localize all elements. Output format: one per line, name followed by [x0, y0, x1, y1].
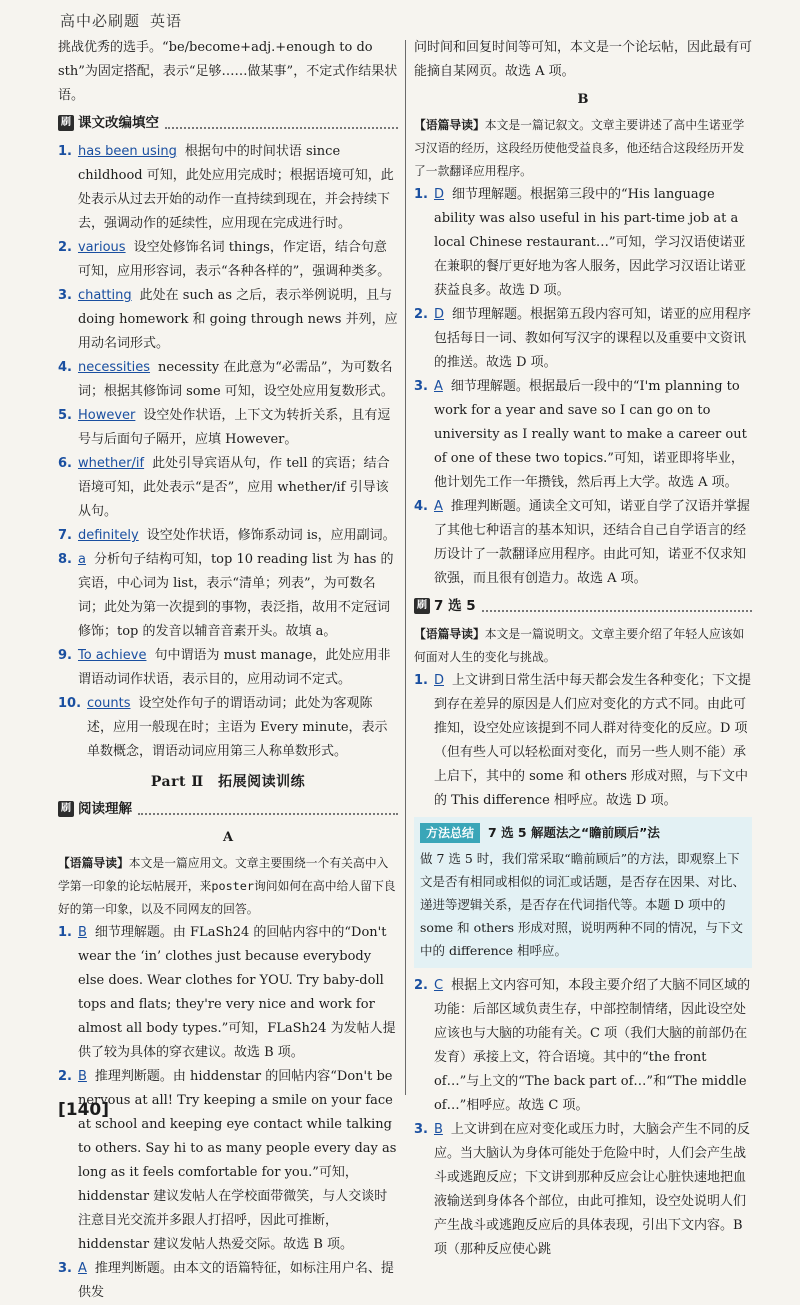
answer-key: has been using	[77, 144, 177, 159]
method-title: 7 选 5 解题法之“瞻前顾后”法	[488, 825, 660, 840]
item-number: 8.	[58, 552, 72, 567]
passage-letter: A	[222, 830, 234, 845]
answer-item	[414, 495, 752, 591]
fill-answer-list	[58, 140, 398, 764]
section-header-reading	[58, 796, 398, 822]
item-number: 2.	[414, 978, 428, 993]
answer-item	[58, 921, 398, 1065]
method-header	[420, 821, 746, 845]
answer-key: D	[433, 673, 444, 688]
book-title: 高中必刷题	[60, 12, 141, 30]
explanation: 设空处修饰名词 things，作定语，结合句意可知，应用形容词，表示“各种各样的”，强调种类多。	[77, 240, 391, 279]
section-title: 阅读理解	[78, 801, 132, 817]
item-number: 4.	[414, 499, 428, 514]
intro-text: 挑战优秀的选手。“be/become+adj.+enough to do sth”为固定搭配，表示“足够……做某事”，不定式作结果状语。	[58, 40, 398, 103]
answer-key: However	[77, 408, 136, 423]
answer-item	[58, 284, 398, 356]
answer-item	[58, 356, 398, 404]
section-header-fill	[58, 110, 398, 136]
explanation: 设空处作状语，上下文为转折关系，且有逗号与后面句子隔开，应填 However。	[77, 408, 391, 447]
answer-key: B	[433, 1122, 443, 1137]
answer-key: B	[77, 1069, 87, 1084]
item-number: 4.	[58, 360, 72, 375]
subject: 英语	[150, 12, 183, 30]
answer-item	[414, 1118, 752, 1262]
answer-item	[414, 974, 752, 1118]
answer-key: To achieve	[77, 648, 147, 663]
explanation: necessity 在此意为“必需品”，为可数名词；根据其修饰词 some 可知，设空处应用复数形式。	[77, 360, 394, 399]
answer-item	[58, 524, 398, 548]
guide-label: 【语篇导读】	[414, 118, 485, 132]
item-number: 5.	[58, 408, 72, 423]
column-divider	[405, 40, 406, 1095]
explanation: 根据句中的时间状语 since childhood 可知，此处应用完成时；根据语境可知，此处表示从过去开始的动作一直持续到现在，并会持续下去，强调动作的延续性，应用现在完成进行时。	[77, 144, 394, 231]
answer-item	[414, 669, 752, 813]
item-number: 9.	[58, 648, 72, 663]
section-title: 课文改编填空	[78, 115, 159, 131]
item-number: 2.	[58, 240, 72, 255]
explanation: 句中谓语为 must manage，此处应用非谓语动词作状语，表示目的，应用动词不定式。	[77, 648, 391, 687]
guide-text: 本文是一篇应用文。文章主要围绕一个有关高中入学第一印象的论坛帖展开，来poster询问如何在高中给人留下良好的第一印象，以及不同网友的回答。	[58, 856, 396, 916]
item-number: 1.	[58, 925, 72, 940]
explanation: 根据上文内容可知，本段主要介绍了大脑不同区域的功能：后部区域负责生存，中部控制情绪，因此设空处应该也与大脑的功能有关。C 项（我们大脑的前部仍在发育）承接上文，符合语境。其中的“the front of…”与上文的“The back part of…”和“The middle of…”相呼应。故选 C 项。	[433, 978, 751, 1113]
item-number: 10.	[58, 696, 82, 711]
answer-key: A	[77, 1261, 87, 1276]
answer-item	[58, 1257, 398, 1305]
explanation: 设空处作句子的谓语动词；此处为客观陈述，应用一般现在时；主语为 Every minute，表示单数概念，谓语动词应用第三人称单数形式。	[87, 696, 388, 759]
item-number: 1.	[414, 187, 428, 202]
running-header	[60, 10, 182, 31]
answer-item	[414, 183, 752, 303]
passage-guide	[414, 114, 752, 183]
answer-key: A	[433, 499, 443, 514]
answer-key: D	[433, 187, 444, 202]
explanation: 推理判断题。由 hiddenstar 的回帖内容“Don't be nervous at all! Try keeping a smile on your face at school and keeping eye contact while talking to others. Say hi to as many people every day as long as it feels comfortable for you.”可知，hiddenstar 建议发帖人在学校面带微笑，与人交谈时注意目光交流并多跟人打招呼，因此可推断，hiddenstar 建议发帖人热爱交际。故选 B 项。	[77, 1069, 397, 1252]
section-title: 7 选 5	[434, 598, 476, 614]
method-summary-box	[414, 817, 752, 968]
method-tag: 方法总结	[420, 823, 480, 843]
answer-item	[58, 236, 398, 284]
right-column	[414, 36, 752, 1262]
answer-item	[58, 548, 398, 644]
page-number: [140]	[58, 1100, 110, 1120]
answer-key: chatting	[77, 288, 132, 303]
item-number: 7.	[58, 528, 72, 543]
guide-text: 本文是一篇记叙文。文章主要讲述了高中生诺亚学习汉语的经历，这段经历使他受益良多，他还结合这段经历开发了一款翻译应用程序。	[414, 118, 745, 178]
explanation: 分析句子结构可知，top 10 reading list 为 has 的宾语，中心词为 list，表示“清单；列表”，为可数名词；此处为第一次提到的事物，表泛指，故用不定冠词修饰；top 的发音以辅音音素开头。故填 a。	[77, 552, 394, 639]
item-number: 1.	[414, 673, 428, 688]
explanation: 此处在 such as 之后，表示举例说明，且与 doing homework 和 going through news 并列，应用动名词形式。	[77, 288, 398, 351]
reading-answer-list-b	[414, 183, 752, 591]
item-number: 3.	[414, 379, 428, 394]
answer-item	[58, 140, 398, 236]
brush-badge-icon: 刷	[414, 598, 430, 614]
answer-key: whether/if	[77, 456, 145, 471]
explanation: 细节理解题。根据第三段中的“His language ability was also useful in his part-time job at a local Chinese restaurant…”可知，学习汉语使诺亚在兼职的餐厅更好地为客人服务，因此学习汉语让诺亚获益良多。故选 D 项。	[433, 187, 746, 298]
method-text: 做 7 选 5 时，我们常采取“瞻前顾后”的方法，即观察上下文是否有相同或相似的词汇或话题，是否存在因果、对比、递进等逻辑关系，是否存在代词指代等。本题 D 项中的 some 和 others 形成对照，说明两种不同的情况，与下文中的 difference 相呼应。	[420, 851, 746, 958]
passage-guide	[58, 852, 398, 921]
answer-key: D	[433, 307, 444, 322]
dotted-rule	[482, 600, 752, 612]
item-number: 3.	[58, 288, 72, 303]
explanation: 推理判断题。通读全文可知，诺亚自学了汉语并掌握了其他七种语言的基本知识，还结合自己自学语言的经历设计了一款翻译应用程序。由此可知，诺亚不仅求知欲强，而且很有创造力。故选 A 项。	[433, 499, 750, 586]
explanation: 推理判断题。由本文的语篇特征，如标注用户名、提供发	[77, 1261, 394, 1300]
answer-item	[414, 303, 752, 375]
item-number: 1.	[58, 144, 72, 159]
brush-badge-icon: 刷	[58, 115, 74, 131]
item-number: 2.	[414, 307, 428, 322]
brush-badge-icon: 刷	[58, 801, 74, 817]
guide-text: 本文是一篇说明文。文章主要介绍了年轻人应该如何面对人生的变化与挑战。	[414, 627, 745, 664]
explanation: 设空处作状语，修饰系动词 is，应用副词。	[146, 528, 396, 543]
answer-item	[58, 692, 398, 764]
item-number: 3.	[414, 1122, 428, 1137]
answer-key: definitely	[77, 528, 139, 543]
answer-item	[58, 404, 398, 452]
answer-key: necessities	[77, 360, 151, 375]
item-number: 6.	[58, 456, 72, 471]
guide-label: 【语篇导读】	[58, 856, 129, 870]
answer-key: counts	[87, 696, 131, 711]
explanation: 上文讲到在应对变化或压力时，大脑会产生不同的反应。当大脑认为身体可能处于危险中时，人们会产生战斗或逃跑反应；下文讲到那种反应会让心脏快速地把血液输送到身体各个部位，由此可推知，设空处说明人们产生战斗或逃跑反应后的具体表现，引出下文内容。B 项（那种反应使心跳	[433, 1122, 750, 1257]
explanation: 此处引导宾语从句，作 tell 的宾语；结合语境可知，此处表示“是否”，应用 whether/if 引导该从句。	[77, 456, 390, 519]
answer-item	[58, 452, 398, 524]
passage-letter: B	[577, 92, 589, 107]
explanation: 上文讲到日常生活中每天都会发生各种变化；下文提到存在差异的原因是人们应对变化的方式不同。由此可推知，设空处应该提到不同人群对待变化的反应。D 项（但有些人可以轻松面对变化，而另一些人则不能）承上启下，其中的 some 和 others 形成对照，与下文中的 This difference 相呼应。故选 D 项。	[433, 673, 752, 808]
dotted-rule	[138, 803, 398, 815]
guide-label: 【语篇导读】	[414, 627, 485, 641]
answer-key: a	[77, 552, 86, 567]
item-number: 3.	[58, 1261, 72, 1276]
passage-guide	[414, 623, 752, 669]
continued-text: 问时间和回复时间等可知，本文是一个论坛帖，因此最有可能摘自某网页。故选 A 项。	[414, 40, 753, 79]
answer-key: C	[433, 978, 444, 993]
answer-key: A	[433, 379, 443, 394]
answer-item	[414, 375, 752, 495]
answer-key: B	[77, 925, 87, 940]
answer-item	[58, 644, 398, 692]
answer-item	[58, 1065, 398, 1257]
explanation: 细节理解题。根据最后一段中的“I'm planning to work for a year and save so I can go on to university as I really want to make a career out of one of these two topics.”可知，诺亚即将毕业，他计划先工作一年攒钱，然后再上大学。故选 A 项。	[433, 379, 747, 490]
answer-key: various	[77, 240, 126, 255]
dotted-rule	[165, 117, 398, 129]
section-header-seven-five	[414, 593, 752, 619]
explanation: 细节理解题。根据第五段内容可知，诺亚的应用程序包括每日一词、教如何写汉字的课程以及重要中文资讯的推送。故选 D 项。	[433, 307, 752, 370]
explanation: 细节理解题。由 FLaSh24 的回帖内容中的“Don't wear the ‘in’ clothes just because everybody else does. Wear clothes for YOU. Try baby-doll tops and flats; they're very nice and work for almost all body types.”可知，FLaSh24 为发帖人提供了较为具体的穿衣建议。故选 B 项。	[77, 925, 396, 1060]
part-title: Part Ⅱ 拓展阅读训练	[150, 774, 306, 790]
item-number: 2.	[58, 1069, 72, 1084]
